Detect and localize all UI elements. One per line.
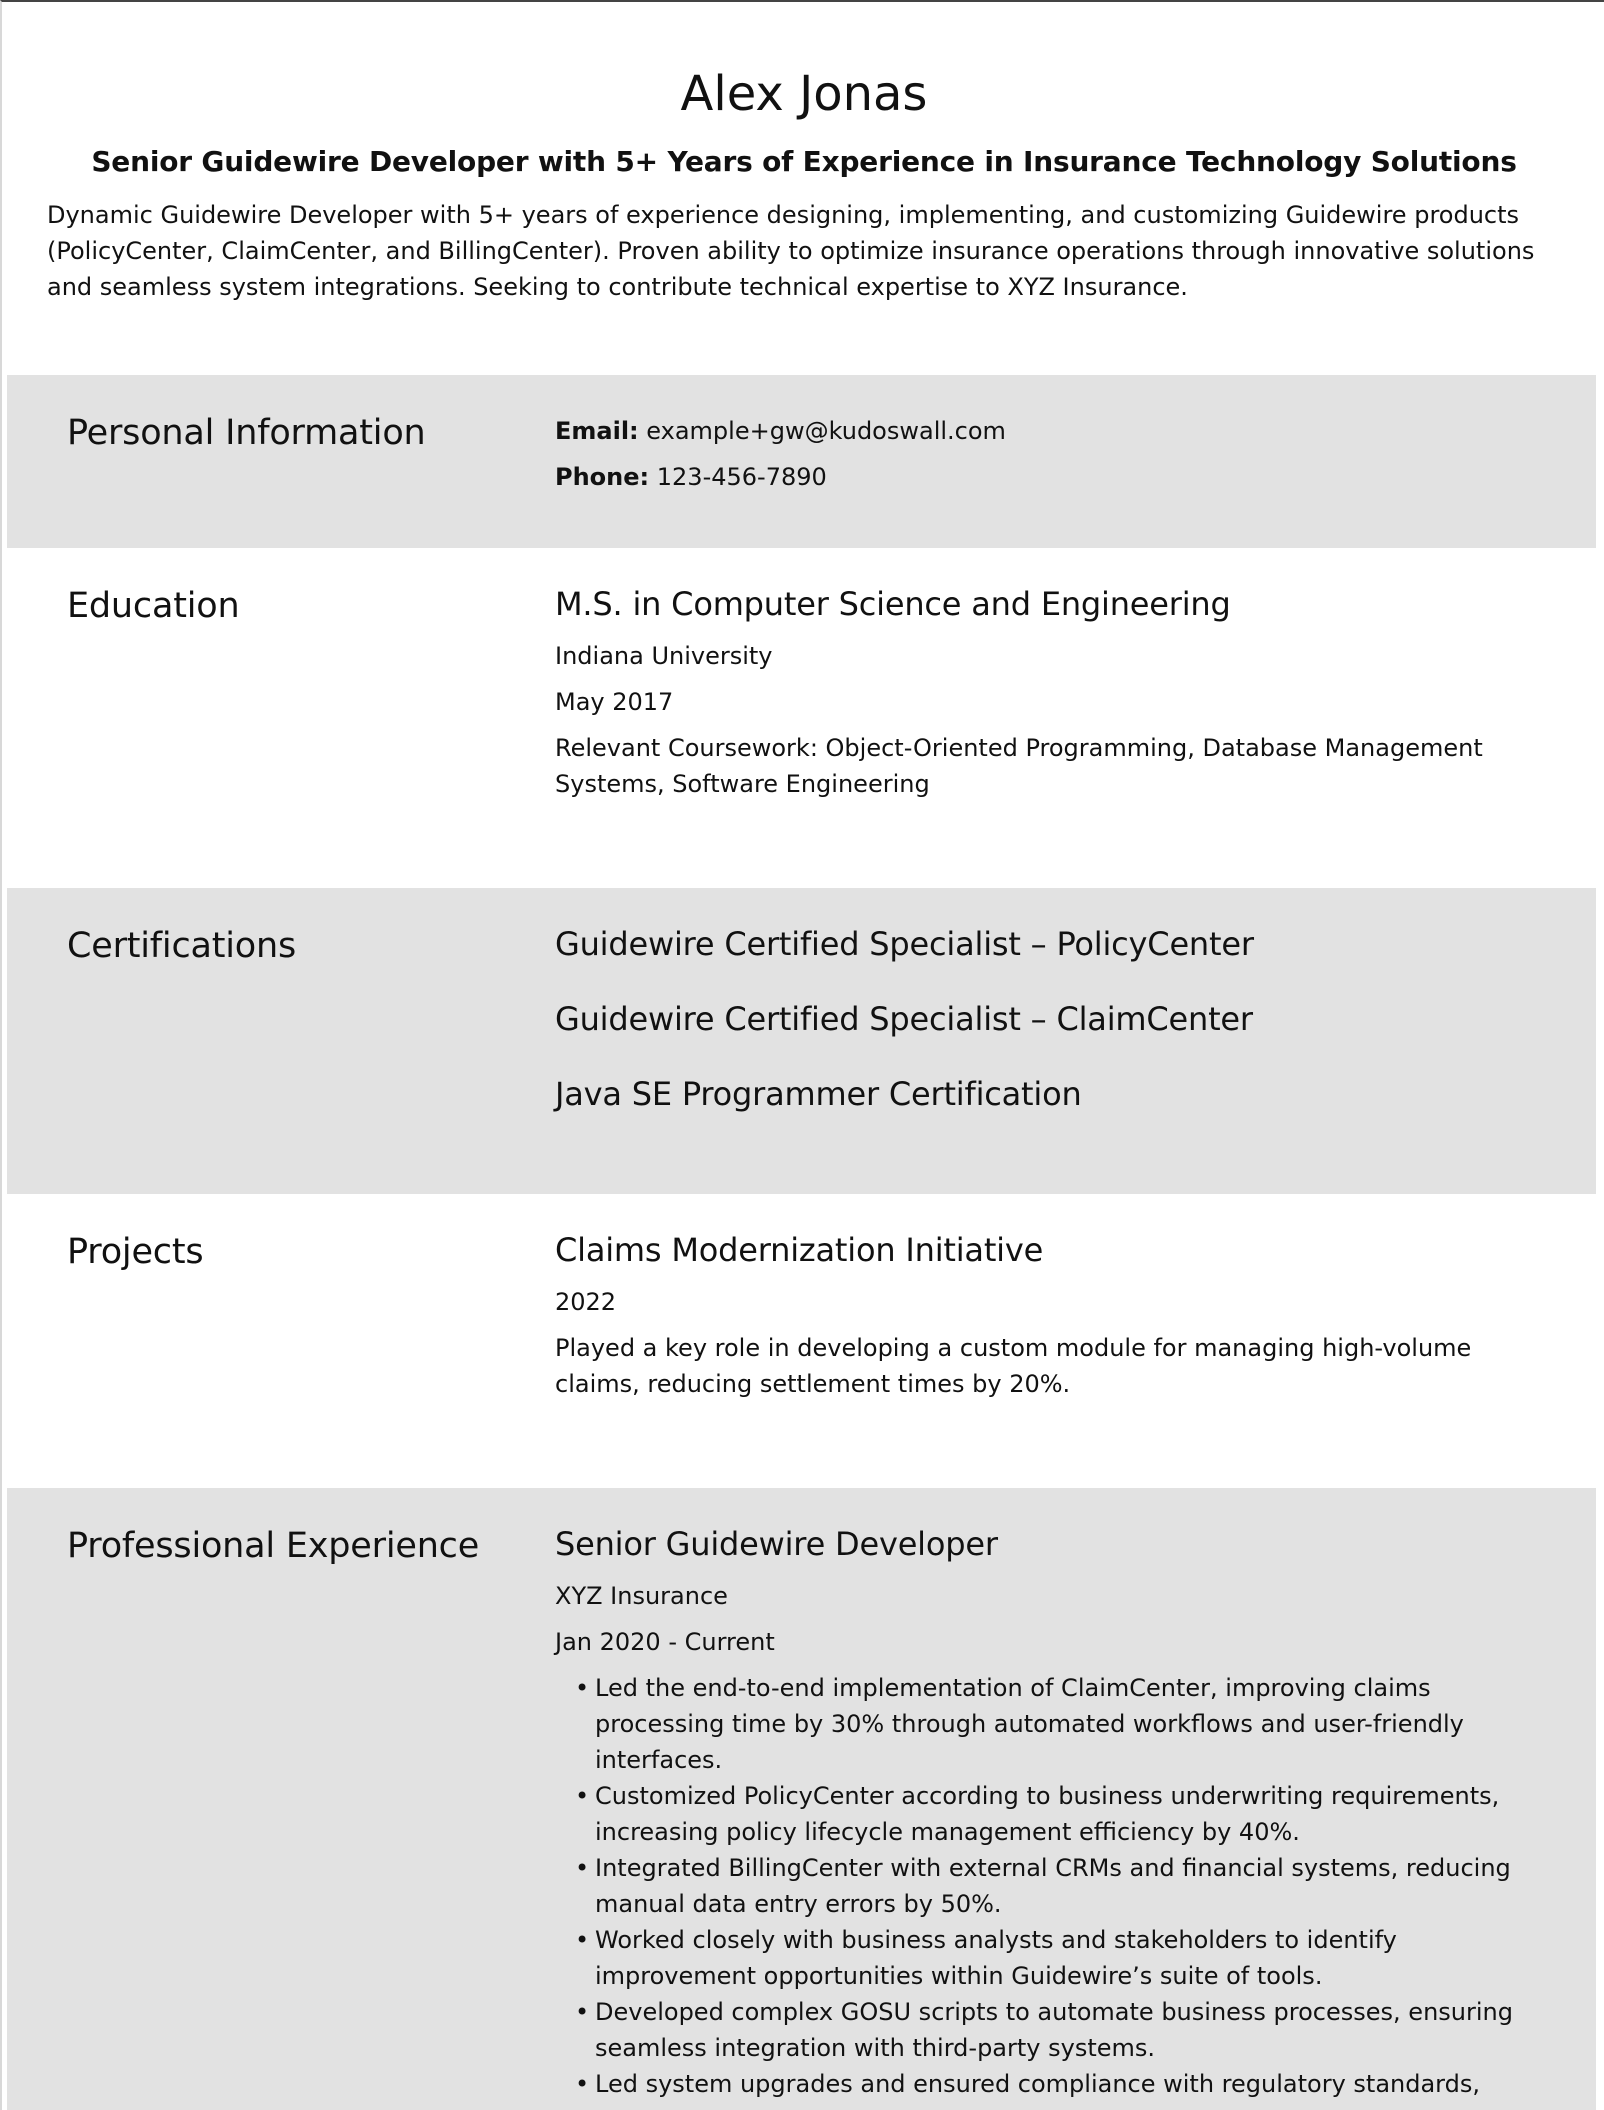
certifications-section	[7, 888, 1596, 1194]
experience-bullet: • Developed complex GOSU scripts to automate business processes, ensuring seamless integration with third-party systems.	[555, 1994, 1515, 2066]
experience-bullet: • Led system upgrades and ensured compliance with regulatory standards,	[555, 2066, 1515, 2102]
degree-title: M.S. in Computer Science and Engineering	[555, 585, 1231, 623]
employment-dates: Jan 2020 - Current	[555, 1628, 775, 1656]
experience-bullet: • Worked closely with business analysts and stakeholders to identify improvement opportunities within Guidewire’s suite of tools.	[555, 1922, 1515, 1994]
project-content	[555, 1228, 1555, 1402]
certifications-list	[555, 922, 1555, 1147]
project-year: 2022	[555, 1288, 617, 1316]
certification-item: Guidewire Certified Specialist – PolicyCenter	[555, 925, 1254, 963]
experience-bullets	[555, 1670, 1555, 2102]
experience-bullet: • Integrated BillingCenter with external CRMs and financial systems, reducing manual data entry errors by 50%.	[555, 1850, 1515, 1922]
certifications-title: Certifications	[67, 926, 297, 966]
candidate-name: Alex Jonas	[680, 66, 928, 122]
email-label: Email:	[555, 417, 639, 445]
education-date: May 2017	[555, 688, 674, 716]
certification-item: Guidewire Certified Specialist – ClaimCenter	[555, 1000, 1253, 1038]
resume-header	[2, 2, 1604, 374]
certification-item: Java SE Programmer Certification	[555, 1075, 1082, 1113]
professional-experience-section	[7, 1488, 1596, 2110]
email-value: example+gw@kudoswall.com	[646, 417, 1006, 445]
email-line	[555, 413, 1555, 449]
school-name: Indiana University	[555, 642, 773, 670]
projects-title: Projects	[67, 1232, 204, 1272]
personal-information-title: Personal Information	[67, 413, 426, 453]
personal-information-content	[555, 413, 1555, 495]
phone-line	[555, 459, 1555, 495]
relevant-coursework: Relevant Coursework: Object-Oriented Programming, Database Management Systems, Software Engineering	[555, 734, 1483, 798]
education-content	[555, 582, 1555, 802]
experience-bullet: • Led the end-to-end implementation of ClaimCenter, improving claims processing time by 30% through automated workflows and user-friendly interfaces.	[555, 1670, 1515, 1778]
company-name: XYZ Insurance	[555, 1582, 728, 1610]
experience-content	[555, 1522, 1555, 2102]
professional-experience-title: Professional Experience	[67, 1526, 480, 1566]
personal-information-section	[7, 375, 1596, 548]
projects-section	[7, 1194, 1596, 1488]
job-title: Senior Guidewire Developer	[555, 1525, 998, 1563]
education-section	[7, 548, 1596, 888]
professional-summary: Dynamic Guidewire Developer with 5+ years of experience designing, implementing, and customizing Guidewire products (PolicyCenter, ClaimCenter, and BillingCenter). Proven ability to optimize insurance operations through innovative solutions and seamless system integrations. Seeking to contribute technical expertise to XYZ Insurance.	[47, 201, 1535, 301]
education-title: Education	[67, 586, 240, 626]
phone-label: Phone:	[555, 463, 650, 491]
project-name: Claims Modernization Initiative	[555, 1231, 1044, 1269]
phone-value: 123-456-7890	[656, 463, 827, 491]
resume-tagline: Senior Guidewire Developer with 5+ Years of Experience in Insurance Technology Solutions	[91, 145, 1517, 178]
project-description: Played a key role in developing a custom module for managing high-volume claims, reducing settlement times by 20%.	[555, 1334, 1472, 1398]
experience-bullet: • Customized PolicyCenter according to business underwriting requirements, increasing policy lifecycle management efficiency by 40%.	[555, 1778, 1515, 1850]
